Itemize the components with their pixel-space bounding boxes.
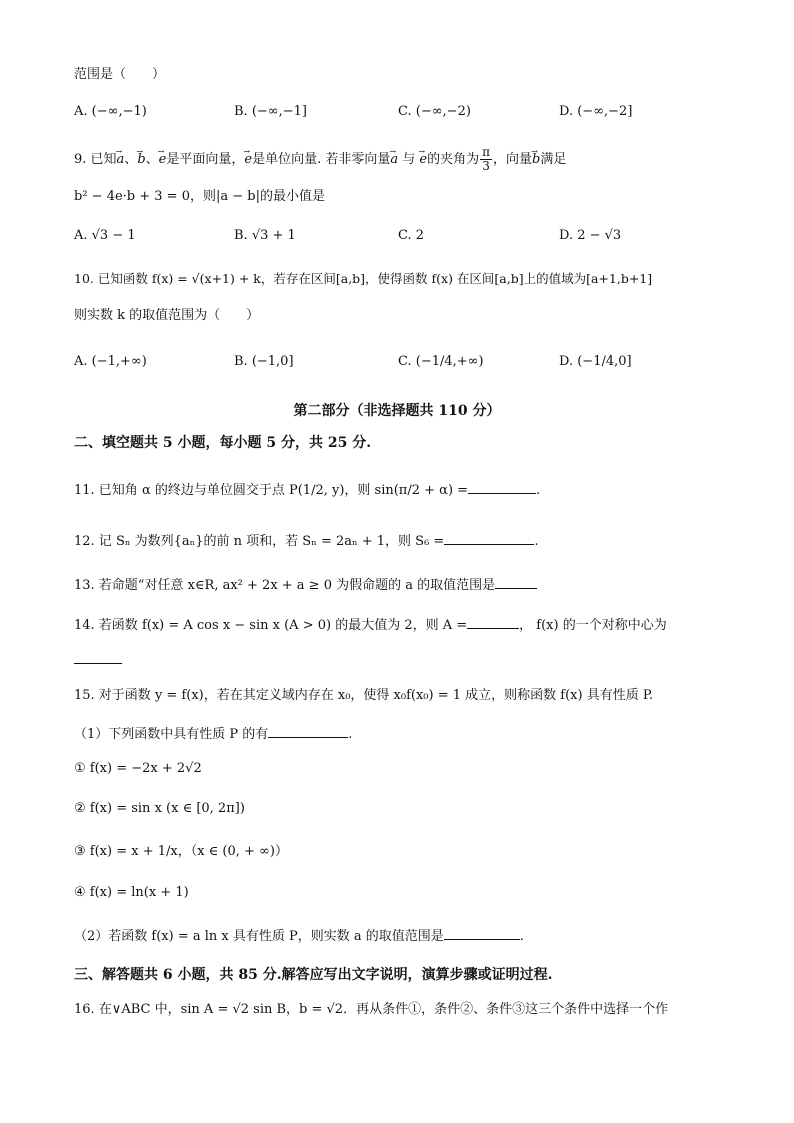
q9-line1: 9. 已知→ a、→ b、→ e是平面向量，→ e是单位向量. 若非零向量→ a 与 → e的夹角为 $\frac{\pi}{3}$ ，向量→ b满足	[74, 146, 566, 173]
q8-option-c: C. (−∞,−2)	[398, 104, 471, 119]
q15-item-3: ③ f(x) = x + 1/x，（x ∈ (0, + ∞)）	[74, 844, 288, 859]
q15-item-4: ④ f(x) = ln(x + 1)	[74, 885, 189, 900]
q10-line1: 10. 已知函数 f(x) = √(x+1) + k，若存在区间[a,b]，使得函数 f(x) 在区间[a,b]上的值域为[a+1,b+1]	[74, 271, 653, 286]
q12: 12. 记 Sₙ 为数列{aₙ}的前 n 项和，若 Sₙ = 2aₙ + 1，则 S₆ = .	[74, 531, 538, 551]
q11: 11. 已知角 α 的终边与单位圆交于点 P(1/2, y)，则 sin(π/2 + α) = .	[74, 480, 540, 500]
q9-option-c: C. 2	[398, 228, 425, 243]
q14-blank	[74, 650, 122, 670]
q9-line2: b² − 4e·b + 3 = 0，则|a − b|的最小值是	[74, 189, 325, 204]
q15-sub2: （2）若函数 f(x) = a ln x 具有性质 P，则实数 a 的取值范围是 .	[74, 926, 524, 946]
q10-option-d: D. (−1/4,0]	[559, 354, 632, 369]
q9-option-b: B. √3 + 1	[234, 228, 296, 243]
q16: 16. 在∨ABC 中，sin A = √2 sin B，b = √2．再从条件①，条件②、条件③这三个条件中选择一个作	[74, 1002, 669, 1017]
q15-item-2: ② f(x) = sin x (x ∈ [0, 2π])	[74, 801, 245, 816]
q9-option-d: D. 2 − √3	[559, 228, 622, 243]
q10-option-a: A. (−1,+∞)	[74, 354, 147, 369]
q8-option-b: B. (−∞,−1]	[234, 104, 307, 119]
q8-option-d: D. (−∞,−2]	[559, 104, 633, 119]
q15-sub1: （1）下列函数中具有性质 P 的有 .	[74, 724, 352, 744]
q8-option-a: A. (−∞,−1)	[74, 104, 147, 119]
q15-item-1: ① f(x) = −2x + 2√2	[74, 761, 202, 776]
q9-option-a: A. √3 − 1	[74, 228, 136, 243]
q15-intro: 15. 对于函数 y = f(x)，若在其定义域内存在 x₀，使得 x₀f(x₀) = 1 成立，则称函数 f(x) 具有性质 P.	[74, 688, 654, 703]
q9-angle-fraction: $\frac{\pi}{3}$	[482, 145, 490, 173]
q10-option-c: C. (−1/4,+∞)	[398, 354, 484, 369]
q13: 13. 若命题“对任意 x∈R, ax² + 2x + a ≥ 0 为假命题的 a 的取值范围是	[74, 575, 537, 595]
section2-title: 二、填空题共 5 小题，每小题 5 分，共 25 分.	[74, 435, 372, 451]
q10-option-b: B. (−1,0]	[234, 354, 294, 369]
q14-line1: 14. 若函数 f(x) = A cos x − sin x (A > 0) 的最大值为 2，则 A = ， f(x) 的一个对称中心为	[74, 615, 667, 635]
part2-title: 第二部分（非选择题共 110 分）	[293, 403, 501, 419]
q8-tail: 范围是（ ）	[74, 67, 166, 82]
q10-line2: 则实数 k 的取值范围为（ ）	[74, 308, 260, 323]
section3-title: 三、解答题共 6 小题，共 85 分.解答应写出文字说明，演算步骤或证明过程.	[74, 967, 553, 983]
